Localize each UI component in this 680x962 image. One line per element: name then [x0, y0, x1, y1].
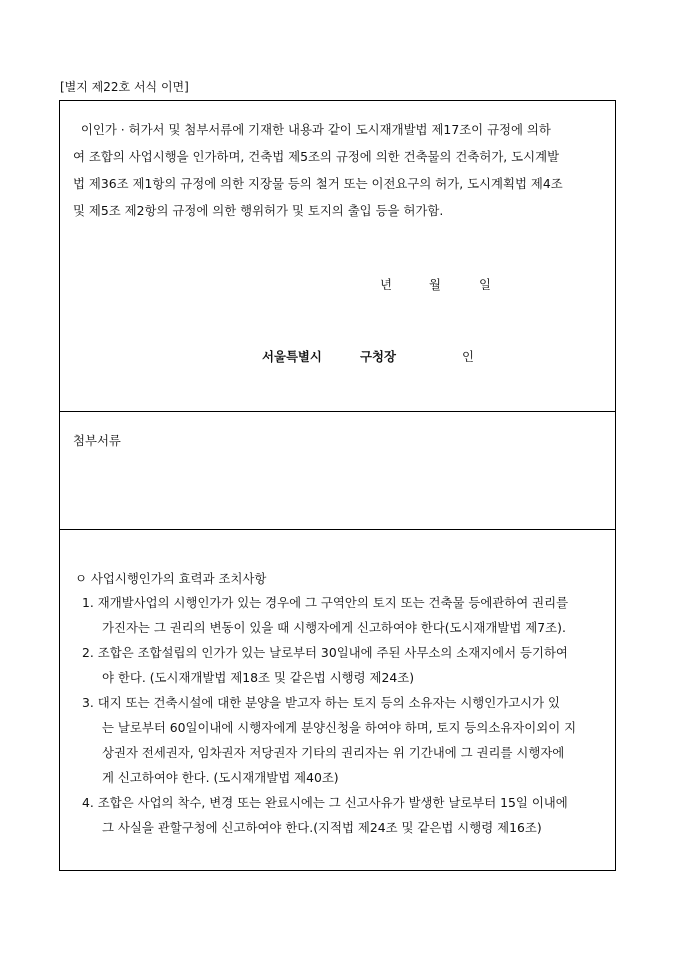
notice-item — [82, 790, 614, 840]
permit-line: 여 조합의 사업시행을 인가하며, 건축법 제5조의 규정에 의한 건축물의 건축허가, 도시계발 — [73, 149, 560, 164]
notice-line: 는 날로부터 60일이내에 시행자에게 분양신청을 하여야 하며, 토지 등의소유자이외이 지 — [102, 720, 577, 735]
notice-line: 2. 조합은 조합설립의 인가가 있는 날로부터 30일내에 주된 사무소의 소재지에서 등기하여 — [82, 645, 568, 660]
notice-line: 상권자 전세권자, 임차권자 저당권자 기타의 권리자는 위 기간내에 그 권리를 시행자에 — [102, 745, 565, 760]
permit-line: 및 제5조 제2항의 규정에 의한 행위허가 및 토지의 출입 등을 허가함. — [73, 203, 444, 218]
notice-item — [82, 590, 614, 640]
seal-mark: 인 — [462, 349, 474, 364]
notice-line: 가진자는 그 권리의 변동이 있을 때 시행자에게 신고하여야 한다(도시재개발법 제7조). — [102, 620, 566, 635]
attachments-label: 첨부서류 — [73, 433, 121, 448]
notice-section — [60, 529, 615, 871]
official-title: 구청장 — [360, 349, 396, 364]
form-frame — [59, 100, 616, 871]
city-name: 서울특별시 — [262, 349, 322, 364]
notice-line: 그 사실을 관할구청에 신고하여야 한다.(지적법 제24조 및 같은법 시행령 제16조) — [102, 820, 542, 835]
notice-item — [82, 690, 614, 790]
permit-section — [60, 101, 615, 412]
permit-statement — [73, 116, 606, 224]
notice-line: 4. 조합은 사업의 착수, 변경 또는 완료시에는 그 신고사유가 발생한 날로부터 15일 이내에 — [82, 795, 568, 810]
permit-line: 이인가 · 허가서 및 첨부서류에 기재한 내용과 같이 도시재개발법 제17조이 규정에 의하 — [73, 122, 551, 137]
notice-line: 3. 대지 또는 건축시설에 대한 분양을 받고자 하는 토지 등의 소유자는 시행인가고시가 있 — [82, 695, 561, 710]
notice-line: 야 한다. (도시재개발법 제18조 및 같은법 시행령 제24조) — [102, 670, 415, 685]
permit-line: 법 제36조 제1항의 규정에 의한 지장물 등의 철거 또는 이전요구의 허가, 도시계획법 제4조 — [73, 176, 563, 191]
attachments-section — [60, 411, 615, 530]
notice-heading: ㅇ 사업시행인가의 효력과 조치사항 — [75, 571, 267, 586]
date-month: 월 — [429, 277, 441, 292]
notice-item — [82, 640, 614, 690]
date-year: 년 — [380, 277, 392, 292]
date-day: 일 — [479, 277, 491, 292]
notice-line: 1. 재개발사업의 시행인가가 있는 경우에 그 구역안의 토지 또는 건축물 등에관하여 권리를 — [82, 595, 569, 610]
notice-line: 게 신고하여야 한다. (도시재개발법 제40조) — [102, 770, 339, 785]
form-title: [별지 제22호 서식 이면] — [60, 80, 189, 94]
